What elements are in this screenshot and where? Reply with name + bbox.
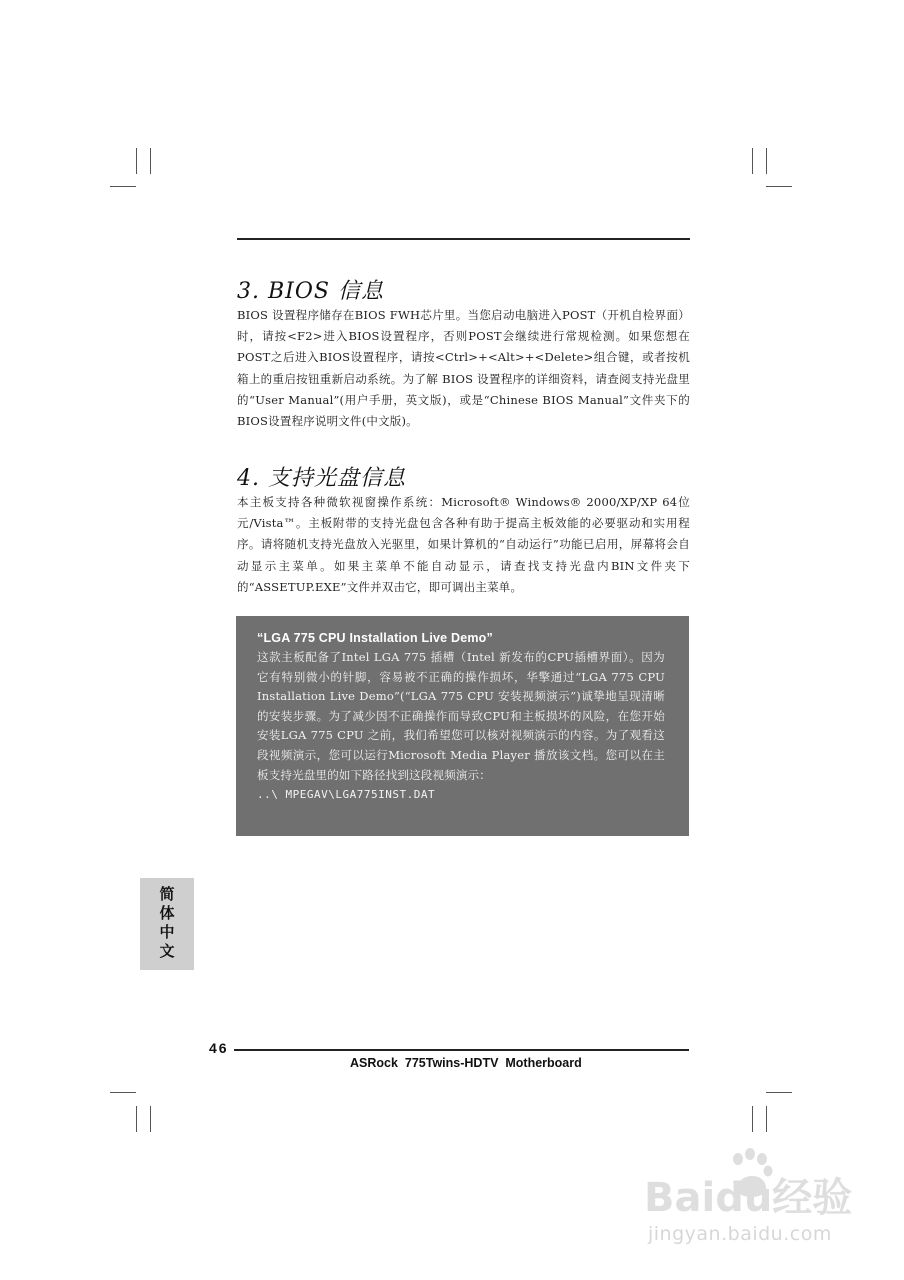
live-demo-body: 这款主板配备了Intel LGA 775 插槽（Intel 新发布的CPU插槽界面）。因为它有特别微小的针脚，容易被不正确的操作损坏，华擎通过“LGA 775 CPU Installation Live Demo”(“LGA 775 CPU 安装视频演示”)诚挚地呈现清晰的安装步骤。为了减少因不正确操作而导致CPU和主板损坏的风险，在您开始安装LGA 775 CPU 之前，我们希望您可以核对视频演示的内容。为了观看这段视频演示，您可以运行Microsoft Media Player 播放该文档。您可以在主板支持光盘里的如下路径找到这段视频演示： [257,650,665,782]
section-3-title: 3. BIOS 信息 [237,279,384,304]
watermark-url: jingyan.baidu.com [648,1223,832,1245]
language-side-tab-label: 简体中文 [157,886,176,962]
section-3-body: BIOS 设置程序储存在BIOS FWH芯片里。当您启动电脑进入POST（开机自检界面）时，请按<F2>进入BIOS设置程序，否则POST会继续进行常规检测。如果您想在POST之后进入BIOS设置程序，请按<Ctrl>+<Alt>+<Delete>组合键，或者按机箱上的重启按钮重新启动系统。为了解 BIOS 设置程序的详细资料，请查阅支持光盘里的“User Manual”(用户手册，英文版)，或是“Chinese BIOS Manual”文件夹下的BIOS设置程序说明文件(中文版)。 [237,308,690,429]
footer-rule [234,1049,689,1051]
baidu-watermark [642,1145,862,1255]
section-4-body: 本主板支持各种微软视窗操作系统：Microsoft® Windows® 2000/XP/XP 64位元/Vista™。主板附带的支持光盘包含各种有助于提高主板效能的必要驱动和实用程序。请将随机支持光盘放入光驱里，如果计算机的“自动运行”功能已启用，屏幕将会自动显示主菜单。如果主菜单不能自动显示，请查找支持光盘内BIN文件夹下的“ASSETUP.EXE”文件并双击它，即可调出主菜单。 [237,495,690,594]
manual-title: ASRock 775Twins-HDTV Motherboard [350,1056,582,1070]
live-demo-path: ..\ MPEGAV\LGA775INST.DAT [257,788,436,802]
live-demo-title: “LGA 775 CPU Installation Live Demo” [257,631,493,645]
live-demo-note [236,616,689,836]
baidu-paw-logo-icon [642,1145,862,1217]
language-side-tab [140,878,194,970]
section-4-title: 4. 支持光盘信息 [237,466,406,491]
baidu-logo-text: Baidu经验 [644,1175,853,1217]
page-number: 46 [209,1040,229,1056]
header-rule [237,238,690,240]
